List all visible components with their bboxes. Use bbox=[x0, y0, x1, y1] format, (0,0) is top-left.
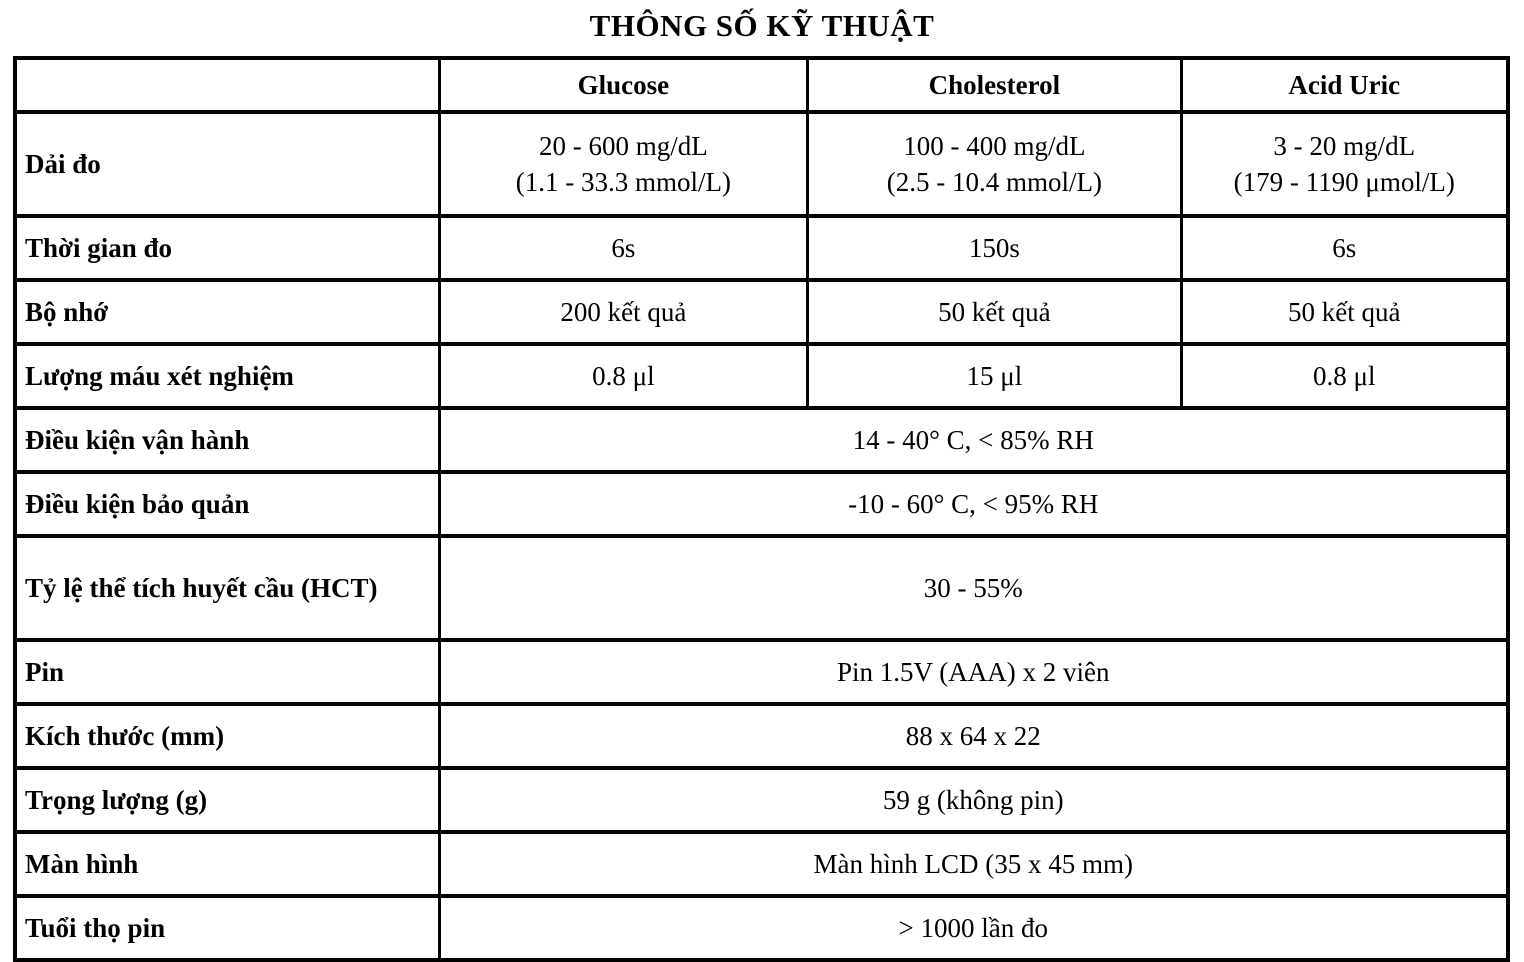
row-dimensions bbox=[15, 704, 1508, 768]
row-measuring-range bbox=[15, 112, 1508, 216]
range-mgdl: 20 - 600 mg/dL bbox=[539, 130, 708, 161]
cell-memory-glucose: 200 kết quả bbox=[439, 280, 808, 344]
row-label-battery: Pin bbox=[15, 640, 439, 704]
row-battery-life bbox=[15, 896, 1508, 960]
row-battery bbox=[15, 640, 1508, 704]
row-label-measuring-time: Thời gian đo bbox=[15, 216, 439, 280]
header-glucose: Glucose bbox=[439, 58, 808, 112]
header-acid-uric: Acid Uric bbox=[1181, 58, 1508, 112]
table-header-row bbox=[15, 58, 1508, 112]
row-storage-conditions bbox=[15, 472, 1508, 536]
range-mmol: (2.5 - 10.4 mmol/L) bbox=[886, 167, 1102, 197]
cell-blood-sample-cholesterol: 15 μl bbox=[808, 344, 1181, 408]
cell-battery-value: Pin 1.5V (AAA) x 2 viên bbox=[439, 640, 1508, 704]
cell-measuring-range-cholesterol bbox=[808, 112, 1181, 216]
row-label-weight: Trọng lượng (g) bbox=[15, 768, 439, 832]
cell-measuring-time-cholesterol: 150s bbox=[808, 216, 1181, 280]
row-label-memory: Bộ nhớ bbox=[15, 280, 439, 344]
row-label-display: Màn hình bbox=[15, 832, 439, 896]
row-hematocrit bbox=[15, 536, 1508, 640]
cell-display-value: Màn hình LCD (35 x 45 mm) bbox=[439, 832, 1508, 896]
row-display bbox=[15, 832, 1508, 896]
row-label-hematocrit: Tỷ lệ thể tích huyết cầu (HCT) bbox=[15, 536, 439, 640]
cell-memory-cholesterol: 50 kết quả bbox=[808, 280, 1181, 344]
cell-blood-sample-acid-uric: 0.8 μl bbox=[1181, 344, 1508, 408]
cell-operating-conditions-value: 14 - 40° C, < 85% RH bbox=[439, 408, 1508, 472]
range-umol: (179 - 1190 μmol/L) bbox=[1233, 167, 1455, 197]
cell-dimensions-value: 88 x 64 x 22 bbox=[439, 704, 1508, 768]
row-weight bbox=[15, 768, 1508, 832]
cell-hematocrit-value: 30 - 55% bbox=[439, 536, 1508, 640]
row-blood-sample-volume bbox=[15, 344, 1508, 408]
row-label-blood-sample-volume: Lượng máu xét nghiệm bbox=[15, 344, 439, 408]
cell-memory-acid-uric: 50 kết quả bbox=[1181, 280, 1508, 344]
spec-sheet-page bbox=[0, 8, 1524, 950]
row-label-dimensions: Kích thước (mm) bbox=[15, 704, 439, 768]
row-label-operating-conditions: Điều kiện vận hành bbox=[15, 408, 439, 472]
row-measuring-time bbox=[15, 216, 1508, 280]
page-title: THÔNG SỐ KỸ THUẬT bbox=[589, 8, 935, 43]
cell-battery-life-value: > 1000 lần đo bbox=[439, 896, 1508, 960]
cell-weight-value: 59 g (không pin) bbox=[439, 768, 1508, 832]
range-mgdl: 100 - 400 mg/dL bbox=[903, 130, 1086, 161]
header-cholesterol: Cholesterol bbox=[808, 58, 1181, 112]
cell-measuring-range-acid-uric bbox=[1181, 112, 1508, 216]
cell-measuring-time-glucose: 6s bbox=[439, 216, 808, 280]
row-label-battery-life: Tuổi thọ pin bbox=[15, 896, 439, 960]
row-label-measuring-range: Dải đo bbox=[15, 112, 439, 216]
row-memory bbox=[15, 280, 1508, 344]
range-mmol: (1.1 - 33.3 mmol/L) bbox=[515, 167, 731, 197]
row-label-storage-conditions: Điều kiện bảo quản bbox=[15, 472, 439, 536]
spec-table bbox=[13, 56, 1510, 962]
row-operating-conditions bbox=[15, 408, 1508, 472]
cell-measuring-range-glucose bbox=[439, 112, 808, 216]
cell-blood-sample-glucose: 0.8 μl bbox=[439, 344, 808, 408]
header-empty-cell bbox=[15, 58, 439, 112]
range-mgdl: 3 - 20 mg/dL bbox=[1273, 130, 1416, 161]
cell-storage-conditions-value: -10 - 60° C, < 95% RH bbox=[439, 472, 1508, 536]
cell-measuring-time-acid-uric: 6s bbox=[1181, 216, 1508, 280]
